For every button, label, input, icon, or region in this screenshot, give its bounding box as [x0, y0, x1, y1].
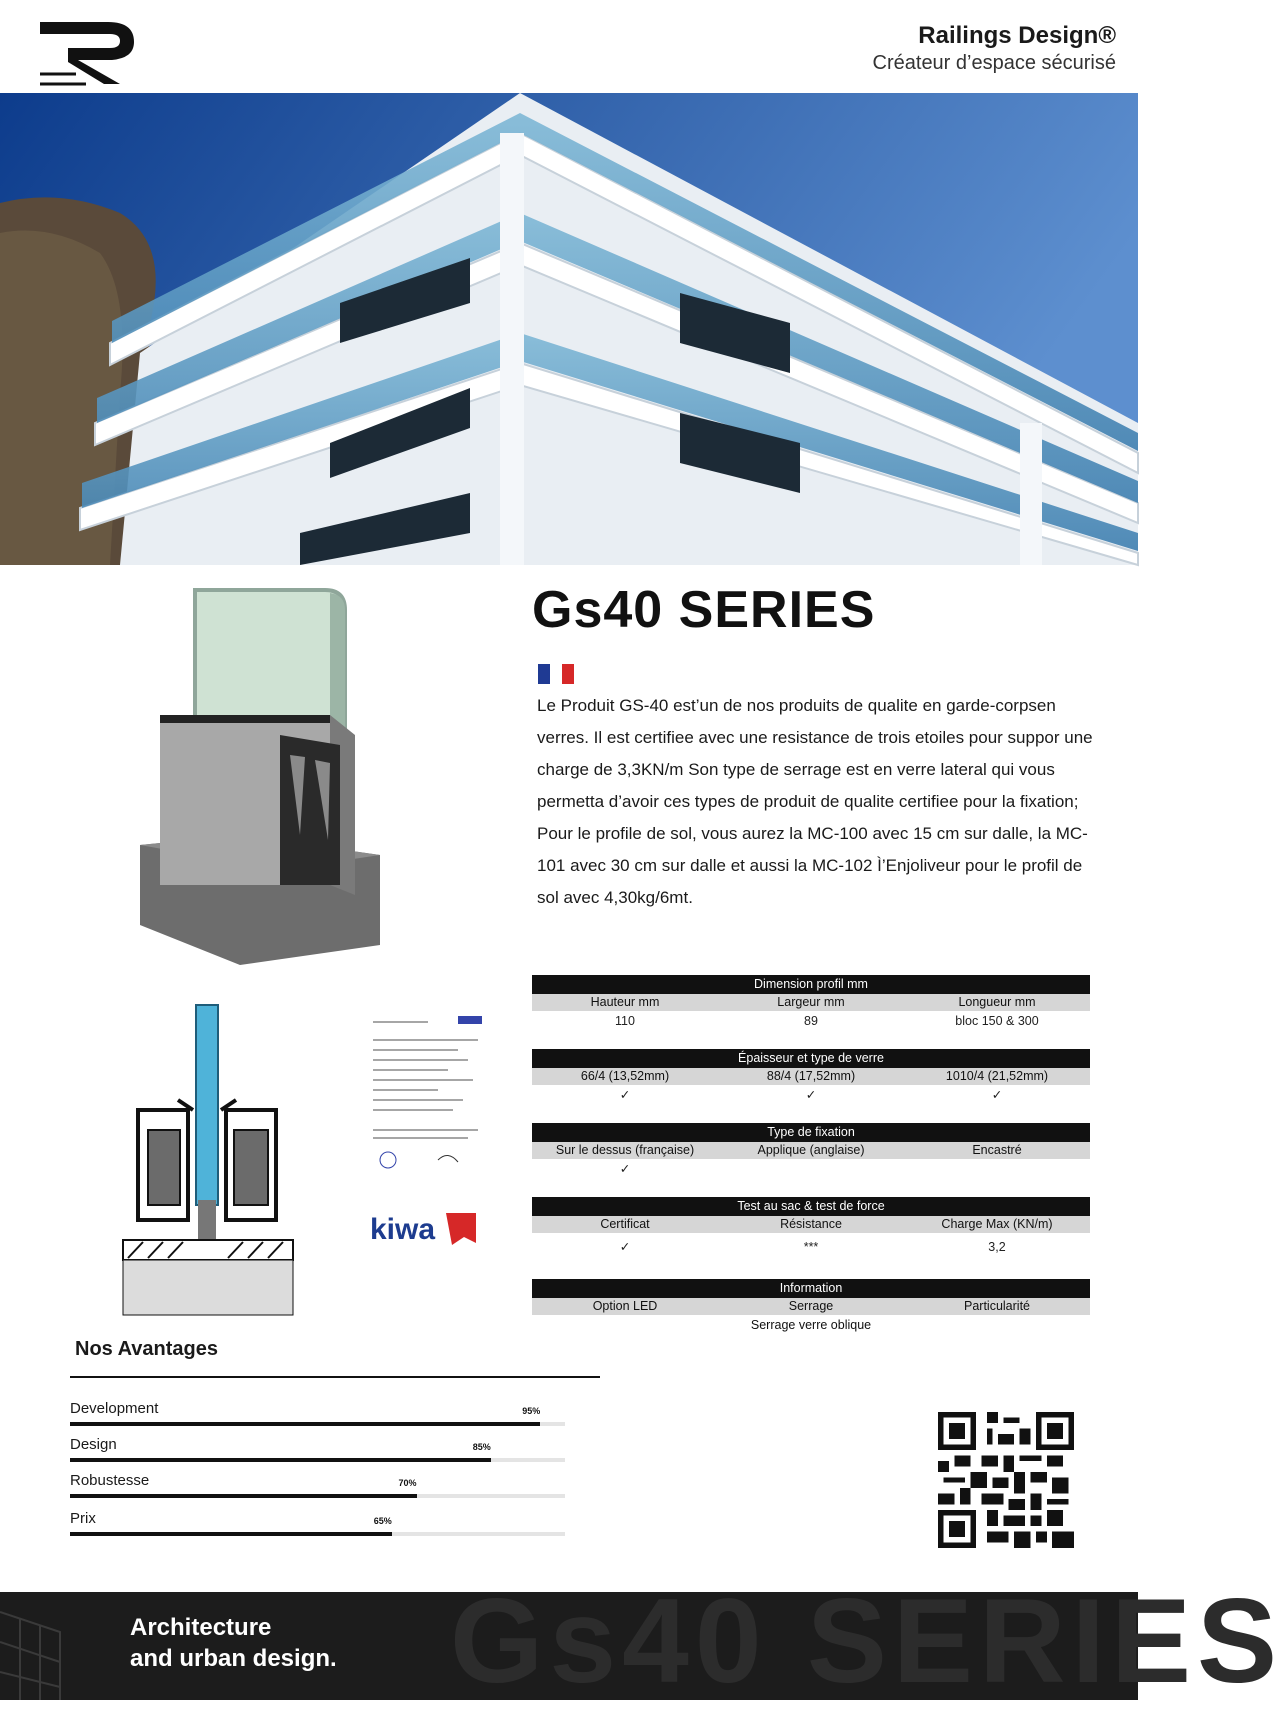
check-icon: ✓: [619, 1240, 631, 1254]
check-icon: ✓: [619, 1088, 631, 1102]
kiwa-logo-text: kiwa: [370, 1213, 436, 1246]
spec-label: Encastré: [972, 1143, 1022, 1157]
spec-label: Sur le dessus (française): [555, 1143, 695, 1157]
spec-label: Serrage: [788, 1299, 834, 1313]
spec-value: [718, 1159, 904, 1179]
advantage-percent: 65%: [373, 1516, 392, 1526]
footer-watermark: Gs40 SERIES: [450, 1574, 1283, 1708]
profile-section-drawing: [118, 1000, 298, 1320]
check-icon: ✓: [991, 1088, 1003, 1102]
advantage-bar: [70, 1436, 565, 1466]
footer-tagline: [130, 1612, 337, 1674]
advantage-percent: 70%: [398, 1478, 417, 1488]
spec-label: Particularité: [964, 1299, 1030, 1313]
spec-label: 1010/4 (21,52mm): [945, 1069, 1049, 1083]
brand-title: Railings Design®: [918, 22, 1116, 49]
spec-value: 110: [615, 1014, 635, 1028]
spec-test-title: Test au sac & test de force: [532, 1197, 1090, 1216]
product-render-image: [140, 585, 400, 1005]
spec-dimension-title: Dimension profil mm: [532, 975, 1090, 994]
advantage-label: Prix: [70, 1510, 96, 1527]
spec-label: Résistance: [780, 1217, 842, 1231]
spec-test: [532, 1197, 1090, 1261]
footer-banner: [0, 1574, 1283, 1708]
spec-value: [904, 1159, 1090, 1179]
advantage-fill: [70, 1532, 392, 1536]
check-icon: ✓: [805, 1088, 817, 1102]
advantage-percent: 85%: [472, 1442, 491, 1452]
brand-block: [873, 22, 1116, 75]
advantage-bar: [70, 1510, 565, 1540]
spec-glass: [532, 1049, 1090, 1105]
spec-tables: [532, 975, 1090, 1353]
spec-dimension: [532, 975, 1090, 1031]
spec-label: Hauteur mm: [590, 995, 660, 1009]
advantage-fill: [70, 1494, 417, 1498]
spec-label: 66/4 (13,52mm): [580, 1069, 670, 1083]
spec-value: bloc 150 & 300: [955, 1014, 1039, 1028]
advantage-label: Robustesse: [70, 1472, 150, 1489]
check-icon: ✓: [619, 1162, 631, 1176]
spec-fixing-title: Type de fixation: [532, 1123, 1090, 1142]
product-title: Gs40 SERIES: [532, 581, 876, 639]
footer-line-1: Architecture: [130, 1614, 272, 1641]
hero-building-image: [0, 93, 1138, 565]
spec-value: ***: [803, 1240, 819, 1254]
spec-label: Charge Max (KN/m): [941, 1217, 1053, 1231]
brand-logo: [38, 18, 138, 88]
qr-code-icon[interactable]: [938, 1412, 1074, 1548]
spec-label: Longueur mm: [958, 995, 1036, 1009]
footer-line-2: and urban design.: [130, 1645, 337, 1672]
spec-label: 88/4 (17,52mm): [766, 1069, 856, 1083]
advantage-bar: [70, 1400, 565, 1430]
spec-label: Certificat: [600, 1217, 650, 1231]
advantages-divider: [70, 1376, 600, 1378]
spec-label: Largeur mm: [777, 995, 845, 1009]
brand-subtitle: Créateur d’espace sécurisé: [872, 52, 1116, 74]
advantage-label: Design: [70, 1436, 117, 1453]
spec-info-title: Information: [532, 1279, 1090, 1298]
france-flag-icon: [538, 664, 574, 684]
spec-fixing: [532, 1123, 1090, 1179]
spec-label: Applique (anglaise): [757, 1143, 865, 1157]
advantage-percent: 95%: [522, 1406, 541, 1416]
kiwa-logo: [368, 1207, 480, 1249]
certificate-document-image: [368, 1010, 488, 1195]
spec-value: 3,2: [988, 1240, 1006, 1254]
spec-info: [532, 1279, 1090, 1335]
spec-label: Option LED: [592, 1299, 658, 1313]
advantages-title: Nos Avantages: [75, 1338, 219, 1360]
product-description: Le Produit GS-40 est’un de nos produits de qualite en garde-corpsen verres. Il est certifiee avec une resistance de trois etoiles pour suppor une charge de 3,3KN/m Son type de serrage est en verre lateral qui vous permetta d’avoir ces types de produit de qualite certifiee pour la fixation; Pour le profile de sol, vous aurez la MC-100 avec 15 cm sur dalle, la MC-101 avec 30 cm sur dalle et aussi la MC-102 Ì’Enjoliveur pour le profil de sol avec 4,30kg/6mt.: [537, 696, 1093, 907]
spec-value: 89: [804, 1014, 818, 1028]
advantage-fill: [70, 1422, 540, 1426]
advantage-label: Development: [70, 1400, 159, 1417]
building-outline-icon: [0, 1592, 120, 1700]
spec-glass-title: Épaisseur et type de verre: [532, 1049, 1090, 1068]
advantage-fill: [70, 1458, 491, 1462]
advantage-bar: [70, 1472, 565, 1502]
spec-info-extra: Serrage verre oblique: [750, 1318, 872, 1332]
